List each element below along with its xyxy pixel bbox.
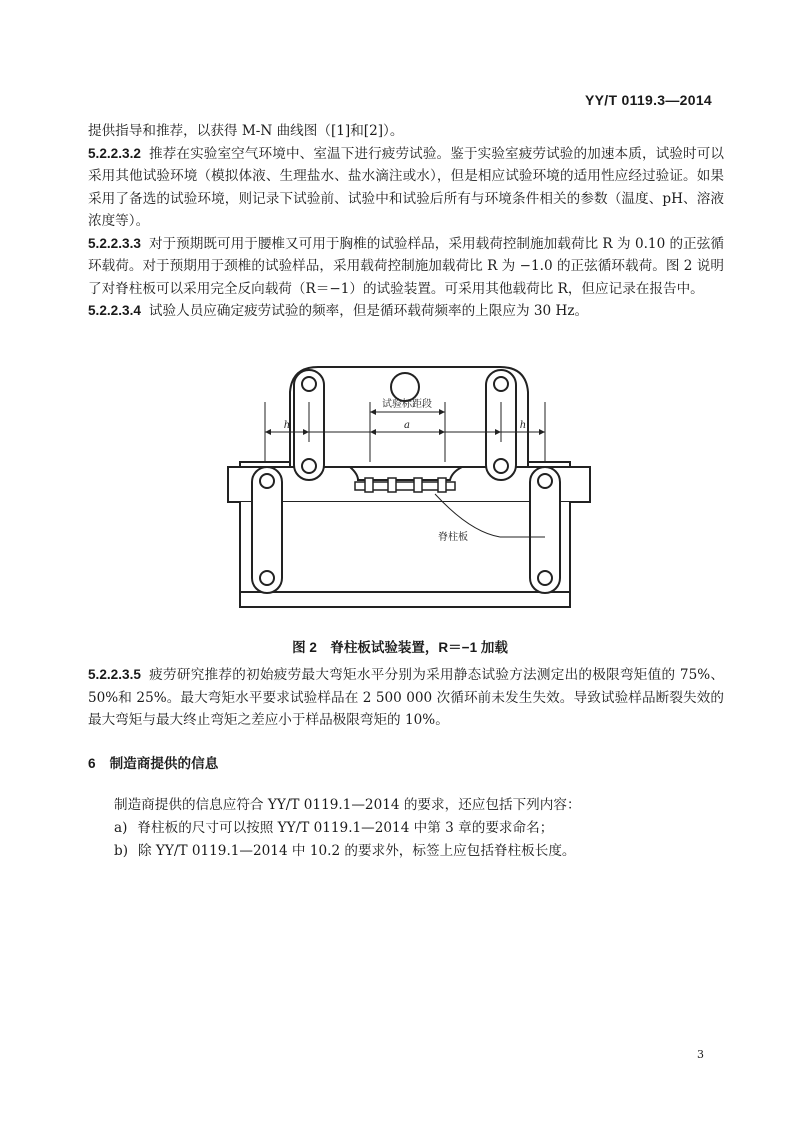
pin-ll-top [260,474,274,488]
section-6-content [114,794,724,863]
gauge-length-label: 试验标距段 [382,399,432,410]
section-title: 制造商提供的信息 [109,756,219,771]
clause-5-2-2-3-2 [88,143,724,233]
pin-ul-bottom [302,459,316,473]
clause-text: 疲劳研究推荐的初始疲劳最大弯矩水平分别为采用静态试验方法测定出的极限弯矩值的 75%、50%和 25%。最大弯矩水平要求试验样品在 2 500 000 次循环前未发生失效。导致试验样品断裂失效的最大弯矩与最大终止弯矩之差应小于样品极限弯矩的 10%。 [88,667,724,728]
standard-code: YY/T 0119.3—2014 [585,92,712,108]
clause-number: 5.2.2.3.4 [88,303,141,318]
page-number: 3 [697,1048,704,1061]
dim-a-label: a [404,420,410,431]
apparatus-drawing [200,362,600,624]
dim-h-left-label: h [283,420,291,431]
list-item [114,817,724,840]
clause-text: 对于预期既可用于腰椎又可用于胸椎的试验样品，采用载荷控制施加载荷比 R 为 0.10 的正弦循环载荷。对于预期用于颈椎的试验样品，采用载荷控制施加载荷比 R 为 −1.0 的正弦循环载荷。图 2 说明了对脊柱板可以采用完全反向载荷（R＝−1）的试验装置。可采用其他载荷比 R，但应记录在报告中。 [88,235,724,297]
pin-ul-top [302,377,316,391]
list-item-text: 除 YY/T 0119.1—2014 中 10.2 的要求外，标签上应包括脊柱板长度。 [138,843,576,859]
pin-lr-top [538,474,552,488]
clause-5-2-2-3-5 [88,664,724,732]
figure-caption: 图 2 脊柱板试验装置，R＝−1 加载 [292,640,508,655]
list-item-text: 脊柱板的尺寸可以按照 YY/T 0119.1—2014 中第 3 章的要求命名； [137,820,554,836]
pin-ll-bottom [260,571,274,585]
paragraph-continued: 提供指导和推荐，以获得 M-N 曲线图（[1]和[2]）。 [88,123,404,139]
list-marker: a) [114,820,128,836]
section-intro: 制造商提供的信息应符合 YY/T 0119.1—2014 的要求，还应包括下列内容： [114,797,581,813]
pin-lr-bottom [538,571,552,585]
dim-h-right-label: h [519,420,527,431]
clause-text: 试验人员应确定疲劳试验的频率，但是循环载荷频率的上限应为 30 Hz。 [148,303,589,319]
pin-ur-top [494,377,508,391]
section-6-heading [88,752,218,772]
clause-5-2-2-3-3 [88,233,724,301]
section-number: 6 [88,756,96,771]
text-block-top [88,120,724,323]
clause-5-2-2-3-4 [88,300,724,323]
clause-text: 推荐在实验室空气环境中、室温下进行疲劳试验。鉴于实验室疲劳试验的加速本质，试验时可以采用其他试验环境（模拟体液、生理盐水、盐水滴注或水），但是相应试验环境的适用性应经过验证。如果采用了备选的试验环境，则记录下试验前、试验中和试验后所有与环境条件相关的参数（温度、pH、溶液浓度等）。 [88,145,724,229]
pin-ur-bottom [494,459,508,473]
list-item [114,840,724,863]
lower-block [240,502,570,592]
list-marker: b) [114,843,129,859]
clause-number: 5.2.2.3.3 [88,235,141,251]
clause-number: 5.2.2.3.5 [88,667,141,682]
plate-label: 脊柱板 [438,532,468,543]
figure-test-apparatus [200,362,600,624]
clause-number: 5.2.2.3.2 [88,145,141,161]
center-hole [391,373,419,401]
text-block-middle [88,664,724,732]
